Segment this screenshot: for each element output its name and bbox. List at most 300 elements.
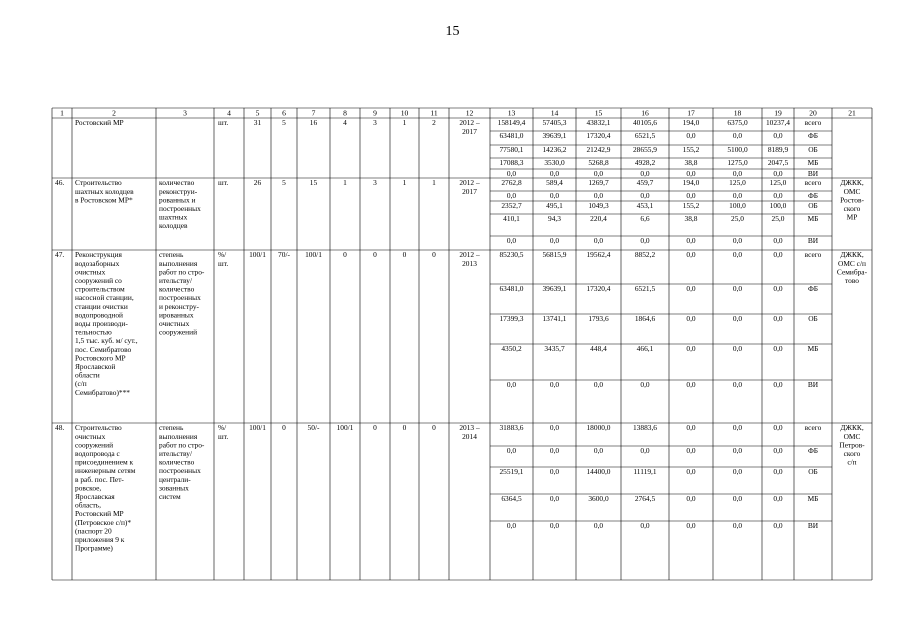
indicator-name: колодцев [159, 221, 188, 231]
executor-cell: тово [845, 276, 859, 285]
indicator-name: степень [159, 250, 184, 260]
finance-value: 0,0 [732, 446, 743, 456]
period-cell: 2012 – [459, 178, 480, 188]
finance-value: 94,3 [548, 214, 561, 224]
target-value: 100/1 [249, 423, 266, 433]
target-value: 0 [343, 250, 347, 260]
target-value: 31 [253, 118, 262, 128]
source-label: ВИ [807, 236, 819, 246]
header-cell: 8 [343, 108, 347, 118]
finance-value: 4928,2 [634, 158, 656, 168]
finance-value: 0,0 [506, 191, 517, 201]
finance-value: 0,0 [686, 236, 696, 246]
event-name: Ростовский МР [75, 509, 124, 519]
indicator-name: зованных [159, 483, 189, 493]
finance-value: 0,0 [593, 169, 604, 179]
finance-value: 2764,5 [634, 494, 656, 504]
header-cell: 9 [373, 108, 377, 118]
source-label: МБ [807, 214, 819, 224]
finance-value: 125,0 [769, 178, 787, 188]
finance-value: 0,0 [773, 423, 783, 433]
period-cell: 2017 [462, 126, 477, 136]
finance-value: 0,0 [686, 250, 696, 260]
finance-value: 0,0 [732, 284, 743, 294]
finance-value: 0,0 [773, 284, 783, 294]
executor-cell: Ростов- [840, 195, 864, 205]
finance-value: 17320,4 [586, 284, 611, 294]
target-value: 5 [282, 118, 286, 128]
event-name: водопроводной [75, 310, 124, 320]
finance-value: 0,0 [640, 521, 650, 531]
event-name: насосной станции, [75, 293, 134, 303]
finance-value: 0,0 [773, 446, 783, 456]
finance-value: 459,7 [636, 178, 654, 188]
target-value: 1 [402, 178, 407, 188]
event-name: область, [75, 500, 101, 510]
indicator-name: сооружений [159, 327, 198, 337]
finance-value: 56815,9 [542, 250, 567, 260]
unit-cell: %/ [218, 250, 227, 260]
header-cell: 20 [809, 108, 817, 118]
finance-value: 39639,1 [542, 284, 567, 294]
finance-value: 0,0 [549, 236, 560, 246]
finance-value: 100,0 [769, 201, 787, 211]
finance-value: 21242,9 [586, 145, 611, 155]
indicator-name: построенных [159, 293, 201, 303]
finance-value: 40105,6 [632, 118, 658, 128]
header-cell: 18 [733, 108, 742, 118]
finance-value: 18000,0 [586, 423, 611, 433]
event-name: (Петровское с/п)* [75, 517, 132, 527]
finance-value: 0,0 [773, 250, 783, 260]
finance-value: 14400,0 [586, 467, 611, 477]
indicator-name: построенных [159, 466, 201, 476]
finance-value: 2352,7 [501, 201, 522, 211]
event-name: водозаборных [75, 258, 120, 268]
target-value: 70/- [278, 250, 290, 260]
indicator-name: шахтных [159, 212, 188, 222]
finance-value: 57405,3 [542, 118, 567, 128]
source-label: ОБ [808, 201, 818, 211]
event-name: Строительство [75, 178, 122, 188]
event-name: присоединением к [75, 457, 134, 467]
finance-value: 466,1 [636, 344, 654, 354]
event-name: сооружений [75, 440, 114, 450]
finance-value: 158149,4 [497, 118, 526, 128]
finance-value: 0,0 [549, 521, 560, 531]
finance-value: 0,0 [773, 236, 783, 246]
finance-value: 4350,2 [501, 344, 522, 354]
header-cell: 5 [255, 108, 260, 118]
indicator-name: количество [159, 284, 195, 294]
header-cell: 3 [183, 108, 187, 118]
finance-value: 0,0 [640, 191, 650, 201]
unit-cell: шт. [218, 258, 229, 268]
finance-value: 0,0 [732, 191, 743, 201]
finance-value: 0,0 [506, 236, 517, 246]
finance-value: 6,6 [640, 214, 650, 224]
target-value: 0 [373, 423, 377, 433]
finance-value: 0,0 [732, 380, 743, 390]
finance-value: 0,0 [549, 423, 560, 433]
finance-value: 220,4 [590, 214, 607, 224]
finance-value: 2762,8 [501, 178, 522, 188]
finance-value: 38,8 [684, 214, 698, 224]
source-label: ФБ [807, 284, 819, 294]
indicator-name: очистных [159, 319, 190, 328]
indicator-name: работ по стро- [159, 267, 205, 277]
period-cell: 2014 [462, 431, 477, 441]
target-value: 0 [432, 423, 436, 433]
header-cell: 6 [282, 108, 286, 118]
finance-value: 3600,0 [588, 494, 609, 504]
finance-value: 0,0 [773, 131, 783, 141]
indicator-name: количество [159, 457, 195, 467]
event-name: Строительство [75, 423, 122, 433]
finance-value: 77580,1 [499, 145, 524, 155]
target-value: 0 [402, 423, 407, 433]
unit-cell: %/ [218, 423, 227, 433]
event-name: Программе) [75, 543, 113, 553]
finance-value: 63481,0 [499, 284, 524, 294]
finance-value: 0,0 [686, 131, 696, 141]
source-label: ОБ [808, 314, 818, 324]
finance-value: 495,1 [546, 201, 563, 211]
executor-cell: ского [843, 204, 861, 213]
event-name: приложения 9 к [75, 535, 125, 544]
executor-cell: ДЖКК, [840, 423, 864, 433]
finance-value: 0,0 [549, 467, 560, 477]
event-name: очистных [75, 267, 106, 277]
finance-value: 0,0 [773, 169, 783, 179]
finance-value: 3435,7 [544, 344, 565, 354]
finance-value: 155,2 [682, 145, 700, 155]
indicator-name: степень [159, 423, 184, 433]
finance-value: 10237,4 [765, 118, 791, 128]
finance-value: 0,0 [549, 446, 560, 456]
finance-value: 0,0 [686, 344, 696, 354]
executor-cell: ОМС [843, 431, 861, 441]
event-name: воды производи- [75, 319, 128, 328]
finance-value: 17088,3 [499, 158, 524, 168]
finance-value: 0,0 [593, 446, 604, 456]
header-cell: 7 [311, 108, 316, 118]
header-cell: 19 [774, 108, 782, 118]
finance-value: 194,0 [682, 178, 700, 188]
target-value: 50/- [307, 423, 320, 433]
period-cell: 2012 – [459, 250, 480, 260]
finance-value: 0,0 [686, 380, 696, 390]
event-name: инженерным сетям [75, 466, 136, 476]
page-number: 15 [445, 24, 460, 39]
finance-value: 0,0 [640, 446, 650, 456]
target-value: 26 [253, 178, 262, 188]
finance-value: 155,2 [682, 201, 700, 211]
header-cell: 14 [550, 108, 559, 118]
header-cell: 11 [430, 108, 438, 118]
source-label: ФБ [807, 191, 819, 201]
finance-value: 448,4 [590, 344, 607, 354]
row-number: 46. [55, 178, 65, 188]
finance-value: 5268,8 [588, 158, 609, 168]
unit-cell: шт. [218, 431, 229, 441]
event-name: Ярославской [75, 362, 116, 371]
finance-value: 11119,1 [633, 467, 657, 477]
period-cell: 2013 [462, 258, 477, 268]
target-value: 3 [373, 118, 377, 128]
source-label: всего [804, 423, 822, 433]
executor-cell: ского [843, 449, 861, 458]
target-value: 100/1 [305, 250, 322, 260]
finance-value: 3530,0 [544, 158, 565, 168]
event-name: Реконструкция [75, 250, 122, 260]
executor-cell: ДЖКК, [840, 178, 864, 188]
event-name: водопровода с [75, 449, 120, 458]
finance-value: 0,0 [593, 236, 604, 246]
target-value: 0 [282, 423, 286, 433]
event-name: ровское, [75, 483, 102, 493]
finance-value: 0,0 [593, 191, 604, 201]
indicator-name: выполнения [159, 431, 198, 441]
indicator-name: систем [159, 492, 181, 501]
finance-value: 8852,2 [634, 250, 656, 260]
finance-value: 100,0 [729, 201, 746, 211]
header-cell: 13 [507, 108, 516, 118]
indicator-name: реконструи- [159, 186, 198, 196]
target-value: 1 [343, 178, 347, 188]
event-name: Семибратово)*** [75, 387, 130, 397]
finance-value: 25,0 [771, 214, 785, 224]
header-cell: 4 [227, 108, 231, 118]
finance-value: 13741,1 [542, 314, 567, 324]
finance-value: 1049,3 [588, 201, 609, 211]
finance-value: 0,0 [732, 131, 743, 141]
finance-value: 0,0 [686, 284, 696, 294]
target-value: 3 [373, 178, 377, 188]
event-name: шахтных колодцев [75, 186, 134, 196]
executor-cell: МР [846, 212, 858, 222]
finance-value: 0,0 [640, 380, 650, 390]
finance-value: 0,0 [506, 521, 517, 531]
finance-value: 0,0 [593, 380, 604, 390]
source-label: МБ [807, 158, 819, 168]
target-value: 100/1 [336, 423, 354, 433]
source-label: ВИ [807, 380, 819, 390]
finance-value: 0,0 [773, 494, 783, 504]
indicator-name: и реконстру- [159, 301, 199, 311]
finance-value: 0,0 [506, 446, 517, 456]
event-name: Ярославская [75, 492, 115, 501]
finance-value: 0,0 [640, 236, 650, 246]
finance-value: 1269,7 [588, 178, 609, 188]
finance-value: 1793,6 [588, 314, 609, 324]
finance-value: 0,0 [686, 494, 696, 504]
finance-value: 17399,3 [499, 314, 524, 324]
finance-value: 0,0 [773, 521, 783, 531]
target-value: 15 [309, 178, 318, 188]
row-number: 47. [55, 250, 65, 260]
finance-value: 6364,5 [501, 494, 522, 504]
event-name: очистных [75, 431, 106, 441]
finance-value: 0,0 [640, 169, 650, 179]
finance-value: 2047,5 [767, 158, 789, 168]
event-name: тельностью [75, 327, 112, 337]
source-label: МБ [807, 344, 819, 354]
finance-value: 63481,0 [499, 131, 524, 141]
executor-cell: Семибра- [836, 267, 868, 277]
finance-value: 0,0 [732, 423, 743, 433]
finance-value: 0,0 [686, 314, 696, 324]
target-value: 1 [402, 118, 407, 128]
indicator-name: рованных и [159, 195, 196, 205]
finance-value: 31883,6 [499, 423, 524, 433]
finance-value: 43832,1 [586, 118, 611, 128]
finance-value: 0,0 [732, 314, 743, 324]
indicator-name: количество [159, 178, 195, 188]
finance-value: 5100,0 [727, 145, 748, 155]
finance-value: 410,1 [503, 214, 520, 224]
unit-cell: шт. [218, 118, 229, 128]
finance-value: 0,0 [732, 521, 743, 531]
finance-value: 17320,4 [586, 131, 611, 141]
source-label: ВИ [807, 169, 819, 179]
event-name: 1,5 тыс. куб. м/ сут., [75, 336, 138, 346]
finance-value: 453,1 [636, 201, 654, 211]
source-label: ОБ [808, 467, 818, 477]
indicator-name: ированных [159, 310, 194, 320]
finance-value: 0,0 [686, 521, 696, 531]
finance-value: 0,0 [686, 169, 696, 179]
finance-value: 0,0 [549, 380, 560, 390]
indicator-name: работ по стро- [159, 440, 205, 450]
finance-value: 14236,2 [542, 145, 567, 155]
header-cell: 16 [641, 108, 649, 118]
finance-value: 6521,5 [634, 131, 656, 141]
target-value: 4 [343, 118, 347, 128]
finance-value: 0,0 [773, 380, 783, 390]
finance-value: 1864,6 [634, 314, 656, 324]
source-label: ФБ [807, 131, 819, 141]
finance-value: 0,0 [732, 250, 743, 260]
finance-value: 0,0 [732, 236, 743, 246]
finance-value: 1275,0 [727, 158, 748, 168]
source-label: ВИ [807, 521, 819, 531]
target-value: 0 [402, 250, 407, 260]
event-name: сооружений со [75, 276, 122, 285]
finance-value: 0,0 [686, 467, 696, 477]
period-cell: 2017 [462, 186, 477, 196]
indicator-name: централи- [159, 474, 191, 484]
event-name: (с/п [75, 379, 87, 389]
target-value: 2 [432, 118, 436, 128]
source-label: ФБ [807, 446, 819, 456]
finance-value: 0,0 [773, 191, 783, 201]
header-cell: 17 [687, 108, 695, 118]
finance-value: 0,0 [732, 169, 743, 179]
indicator-name: ительству/ [159, 276, 193, 285]
finance-value: 0,0 [732, 467, 743, 477]
target-value: 5 [282, 178, 286, 188]
finance-value: 0,0 [732, 344, 743, 354]
period-cell: 2013 – [459, 423, 480, 433]
event-name: в раб. пос. Пет- [75, 474, 124, 484]
indicator-name: выполнения [159, 258, 198, 268]
executor-cell: ОМС с/п [838, 258, 866, 268]
finance-value: 13883,6 [632, 423, 658, 433]
target-value: 1 [432, 178, 436, 188]
source-label: всего [804, 178, 822, 188]
finance-value: 0,0 [506, 169, 517, 179]
indicator-name: построенных [159, 204, 201, 213]
header-cell: 1 [60, 108, 64, 118]
event-name: Ростовский МР [75, 118, 124, 128]
finance-value: 0,0 [549, 494, 560, 504]
executor-cell: Петров- [839, 440, 865, 450]
executor-cell: ДЖКК, [840, 250, 864, 260]
finance-value: 0,0 [686, 446, 696, 456]
finance-value: 0,0 [686, 191, 696, 201]
target-value: 0 [432, 250, 436, 260]
finance-value: 8189,9 [767, 145, 789, 155]
finance-value: 0,0 [773, 344, 783, 354]
indicator-name: ительству/ [159, 449, 193, 458]
target-value: 0 [373, 250, 377, 260]
finance-value: 589,4 [546, 178, 563, 188]
target-value: 100/1 [249, 250, 266, 260]
executor-cell: ОМС [843, 186, 861, 196]
header-cell: 2 [112, 108, 116, 118]
finance-value: 0,0 [549, 169, 560, 179]
event-name: Ростовского МР [75, 353, 126, 363]
event-name: пос. Семибратово [75, 344, 132, 354]
header-cell: 15 [594, 108, 603, 118]
period-cell: 2012 – [459, 118, 480, 128]
event-name: (паспорт 20 [75, 526, 112, 536]
header-cell: 12 [465, 108, 474, 118]
event-name: области [75, 370, 100, 380]
finance-value: 85230,5 [499, 250, 524, 260]
finance-value: 25519,1 [499, 467, 524, 477]
event-name: строительством [75, 284, 125, 294]
finance-value: 6521,5 [634, 284, 656, 294]
finance-value: 19562,4 [586, 250, 611, 260]
finance-value: 38,8 [684, 158, 698, 168]
finance-value: 39639,1 [542, 131, 567, 141]
finance-value: 0,0 [506, 380, 517, 390]
header-cell: 21 [848, 108, 856, 118]
source-label: МБ [807, 494, 819, 504]
finance-value: 0,0 [773, 467, 783, 477]
finance-value: 0,0 [593, 521, 604, 531]
target-value: 16 [309, 118, 318, 128]
source-label: всего [804, 250, 822, 260]
event-name: станции очистки [75, 301, 128, 311]
finance-value: 0,0 [686, 423, 696, 433]
finance-value: 0,0 [549, 191, 560, 201]
finance-value: 0,0 [773, 314, 783, 324]
source-label: ОБ [808, 145, 818, 155]
event-name: в Ростовском МР* [75, 195, 133, 205]
finance-value: 28655,9 [632, 145, 658, 155]
source-label: всего [804, 118, 822, 128]
executor-cell: с/п [847, 457, 857, 467]
finance-value: 0,0 [732, 494, 743, 504]
row-number: 48. [55, 423, 65, 433]
finance-value: 6375,0 [727, 118, 748, 128]
finance-value: 194,0 [682, 118, 700, 128]
unit-cell: шт. [218, 178, 229, 188]
finance-value: 125,0 [729, 178, 746, 188]
